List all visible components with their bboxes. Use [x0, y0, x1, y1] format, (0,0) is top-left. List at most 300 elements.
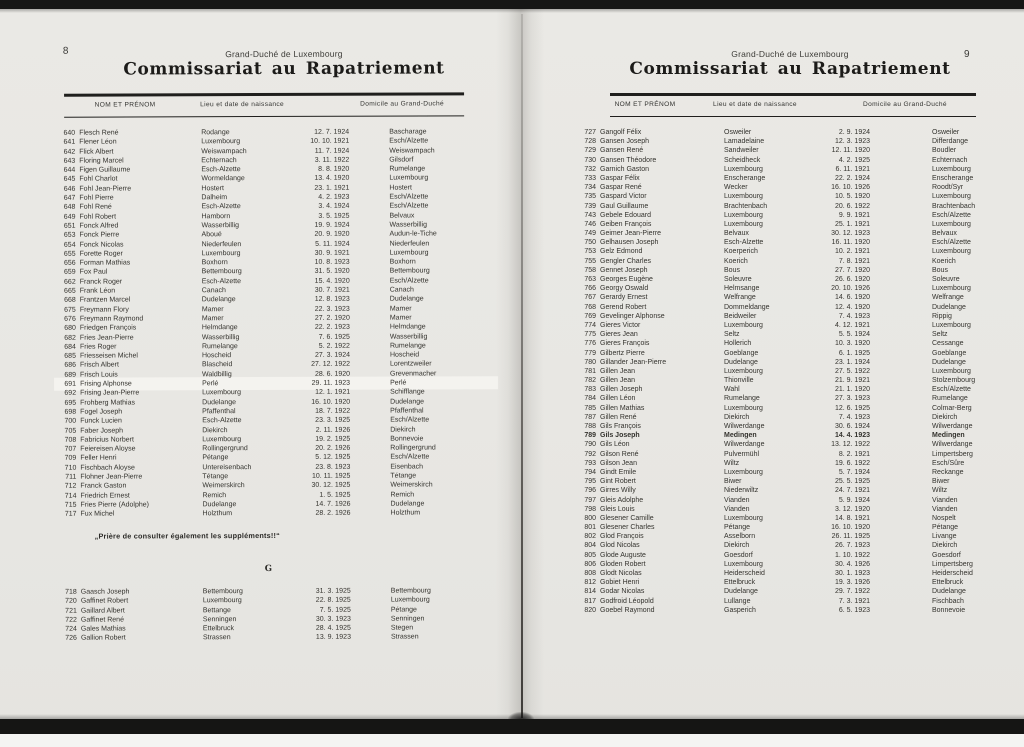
- table-row: [577, 330, 999, 339]
- row-birthdate: 14. 4. 1923: [834, 432, 870, 440]
- row-number: 647: [63, 194, 76, 202]
- row-birthplace: Esch-Alzette: [201, 277, 242, 285]
- row-domicile: Pétange: [932, 524, 959, 532]
- row-domicile: Reckange: [932, 468, 964, 476]
- header-rule-top: [610, 93, 976, 96]
- row-number: 749: [584, 230, 596, 238]
- row-birthplace: Heiderscheid: [724, 570, 765, 577]
- row-domicile: Echternach: [932, 156, 968, 164]
- row-birthdate: 14. 7. 1926: [315, 500, 351, 508]
- row-birthdate: 20. 2. 1926: [315, 444, 351, 452]
- row-birthplace: Dudelange: [201, 296, 236, 304]
- row-number: 793: [584, 459, 596, 467]
- row-number: 648: [63, 204, 76, 212]
- row-name: Fogel Joseph: [80, 408, 123, 416]
- row-name: Funck Lucien: [80, 417, 122, 425]
- table-row: [577, 532, 999, 541]
- row-domicile: Bettembourg: [390, 587, 431, 595]
- row-birthdate: 5. 11. 1924: [315, 240, 350, 248]
- row-domicile: Diekirch: [932, 542, 958, 550]
- row-birthplace: Waldbillig: [202, 370, 232, 378]
- table-row: [577, 183, 999, 192]
- row-birthplace: Luxembourg: [724, 560, 763, 568]
- row-birthdate: 28. 2. 1926: [315, 509, 351, 518]
- row-birthplace: Niederwiltz: [724, 487, 759, 495]
- column-header-name: NOM ET PRÉNOM: [94, 101, 156, 109]
- row-birthplace: Wiltz: [724, 459, 740, 467]
- row-domicile: Ettelbruck: [932, 579, 964, 587]
- row-birthdate: 3. 5. 1925: [318, 212, 350, 220]
- row-birthdate: 30. 4. 1926: [834, 560, 870, 568]
- row-name: Gebele Edouard: [600, 211, 651, 219]
- row-birthdate: 26. 7. 1923: [834, 542, 870, 550]
- row-birthdate: 13. 9. 1923: [315, 634, 351, 642]
- row-domicile: Dudelange: [390, 398, 425, 406]
- row-name: Fohl Pierre: [79, 194, 114, 202]
- row-birthplace: Pétange: [724, 524, 751, 532]
- row-birthdate: 27. 12. 1922: [311, 361, 351, 369]
- page-title: Commissariat au Rapatriement: [123, 58, 445, 80]
- row-birthdate: 4. 12. 1921: [834, 321, 870, 329]
- row-number: 769: [584, 312, 596, 320]
- row-birthdate: 12. 6. 1925: [834, 404, 870, 412]
- row-birthplace: Luxembourg: [724, 468, 763, 476]
- row-domicile: Canach: [389, 286, 414, 294]
- row-domicile: Esch/Alzette: [932, 239, 971, 247]
- row-birthplace: Weimerskirch: [202, 482, 245, 490]
- table-row: [577, 229, 999, 238]
- supplements-note: „Prière de consulter également les suppléments!!“: [94, 530, 281, 541]
- table-row: [577, 266, 999, 275]
- row-domicile: Luxembourg: [932, 285, 971, 293]
- row-domicile: Differdange: [932, 138, 969, 146]
- table-row: [577, 303, 999, 312]
- row-domicile: Cessange: [932, 340, 964, 348]
- row-name: Gillen Mathias: [600, 404, 645, 412]
- row-name: Flohner Jean-Pierre: [80, 473, 143, 481]
- row-number: 814: [584, 588, 596, 596]
- row-birthplace: Hoscheid: [201, 352, 232, 360]
- row-birthdate: 30. 12. 1923: [831, 230, 870, 238]
- row-name: Gansen René: [600, 147, 644, 155]
- row-domicile: Dudelange: [932, 358, 966, 366]
- row-number: 805: [584, 551, 596, 559]
- row-name: Gillen Joseph: [600, 386, 643, 394]
- table-g-section-continued: [577, 128, 999, 615]
- row-domicile: Eisenbach: [390, 463, 424, 471]
- row-number: 718: [65, 588, 77, 596]
- row-domicile: Holzthum: [390, 509, 421, 517]
- row-number: 645: [63, 176, 76, 184]
- row-name: Gelhausen Joseph: [600, 239, 659, 247]
- row-name: Friedgen François: [79, 324, 137, 332]
- row-number: 726: [65, 635, 77, 643]
- row-number: 739: [584, 202, 596, 210]
- row-birthplace: Bettembourg: [202, 588, 243, 596]
- row-birthplace: Esch-Alzette: [201, 203, 241, 211]
- row-domicile: Esch/Alzette: [389, 137, 429, 145]
- row-birthdate: 26. 11. 1925: [831, 533, 870, 541]
- page-kicker: Grand-Duché de Luxembourg: [225, 48, 343, 60]
- table-row: [57, 633, 497, 644]
- row-number: 800: [584, 514, 596, 522]
- row-number: 806: [584, 560, 596, 568]
- row-number: 709: [64, 455, 77, 463]
- row-birthplace: Helmdange: [201, 324, 238, 332]
- row-birthplace: Bettange: [202, 606, 231, 614]
- row-name: Flener Léon: [79, 138, 117, 146]
- row-birthdate: 16. 11. 1920: [831, 239, 870, 247]
- row-domicile: Goeblange: [932, 349, 967, 357]
- row-number: 675: [64, 306, 76, 314]
- row-name: Friedrich Ernest: [80, 492, 130, 500]
- row-birthdate: 15. 4. 1920: [314, 277, 350, 285]
- table-row: [577, 587, 999, 596]
- table-g-section: [57, 586, 497, 643]
- row-birthplace: Luxembourg: [724, 514, 763, 522]
- row-birthdate: 27. 2. 1920: [314, 314, 350, 322]
- row-domicile: Luxembourg: [389, 174, 429, 183]
- row-name: Feiereisen Aloyse: [80, 445, 136, 453]
- row-name: Frising Alphonse: [80, 380, 132, 388]
- row-birthplace: Goeblange: [724, 349, 759, 357]
- row-birthplace: Wahl: [724, 386, 740, 394]
- row-birthdate: 23. 3. 1925: [315, 416, 351, 425]
- row-birthdate: 12. 1. 1921: [315, 389, 351, 397]
- row-name: Floring Marcel: [79, 157, 124, 165]
- row-birthdate: 20. 9. 1920: [314, 230, 350, 239]
- row-name: Franck Roger: [79, 278, 123, 286]
- row-number: 788: [584, 423, 596, 430]
- row-birthplace: Vianden: [724, 496, 750, 504]
- row-number: 685: [64, 352, 76, 360]
- row-birthdate: 23. 1. 1924: [834, 358, 870, 366]
- row-number: 774: [584, 321, 596, 329]
- row-domicile: Weimerskirch: [390, 481, 433, 489]
- row-name: Frantzen Marcel: [79, 296, 131, 305]
- row-name: Gelz Edmond: [600, 248, 643, 256]
- row-number: 724: [65, 625, 77, 633]
- row-name: Gaffinet Robert: [80, 597, 129, 605]
- row-birthplace: Biwer: [724, 478, 742, 486]
- table-row: [577, 202, 999, 211]
- row-name: Fries Roger: [79, 343, 117, 351]
- row-number: 767: [584, 294, 596, 302]
- table-row: [577, 450, 999, 459]
- row-name: Gint Robert: [600, 478, 636, 486]
- row-name: Gindt Emile: [600, 468, 637, 476]
- row-name: Gloden Robert: [600, 560, 646, 568]
- row-number: 720: [65, 597, 77, 606]
- row-birthdate: 19. 2. 1925: [315, 435, 351, 443]
- row-domicile: Rumelange: [389, 342, 426, 350]
- header-rule-bottom: [64, 115, 464, 118]
- table-row: [577, 413, 999, 422]
- table-row: [577, 349, 999, 358]
- row-name: Gaillard Albert: [80, 607, 125, 615]
- header-rule-bottom: [610, 116, 976, 117]
- row-birthplace: Remich: [202, 491, 227, 499]
- row-birthdate: 22. 8. 1925: [315, 597, 351, 605]
- row-domicile: Koerich: [932, 257, 956, 265]
- row-domicile: Wilwerdange: [932, 441, 973, 449]
- row-name: Gales Mathias: [80, 625, 126, 633]
- table-row: [577, 174, 999, 183]
- row-number: 750: [584, 239, 596, 247]
- row-number: 641: [63, 138, 76, 147]
- row-birthdate: 5. 12. 1925: [315, 454, 351, 462]
- row-birthplace: Tétange: [202, 473, 229, 481]
- row-name: Georges Eugène: [600, 276, 653, 283]
- row-number: 640: [63, 129, 76, 137]
- row-domicile: Luxembourg: [932, 165, 971, 173]
- page-number: 8: [62, 45, 69, 57]
- row-birthdate: 22. 3. 1923: [314, 305, 350, 313]
- row-number: 708: [64, 436, 77, 444]
- row-domicile: Welfrange: [932, 294, 964, 302]
- row-name: Gillen Jean: [600, 377, 636, 385]
- table-row: [577, 404, 999, 413]
- row-domicile: Colmar-Berg: [932, 404, 972, 412]
- table-row: [577, 247, 999, 256]
- row-birthdate: 10. 10. 1921: [310, 138, 350, 146]
- row-birthdate: 30. 1. 1923: [834, 570, 870, 577]
- row-birthdate: 19. 9. 1924: [314, 221, 350, 229]
- row-domicile: Limpertsberg: [932, 450, 973, 458]
- table-row: [577, 431, 999, 440]
- table-row: [577, 459, 999, 468]
- page-title: Commissariat au Rapatriement: [629, 59, 951, 79]
- table-row: [577, 468, 999, 477]
- row-domicile: Wasserbillig: [389, 332, 428, 341]
- row-number: 787: [584, 413, 596, 421]
- row-name: Friesseisen Michel: [79, 352, 138, 360]
- row-birthplace: Dommeldange: [724, 303, 770, 311]
- row-number: 643: [63, 157, 76, 165]
- row-name: Gieres Jean: [600, 331, 638, 339]
- row-birthdate: 30. 12. 1925: [311, 482, 351, 490]
- row-birthplace: Bous: [724, 266, 740, 274]
- row-domicile: Luxembourg: [932, 193, 971, 201]
- row-number: 689: [64, 371, 77, 379]
- row-name: Georgy Oswald: [600, 285, 649, 293]
- table-row: [577, 220, 999, 229]
- row-number: 654: [63, 241, 76, 249]
- row-name: Gaspar Félix: [600, 174, 640, 182]
- row-birthdate: 19. 6. 1922: [834, 459, 870, 467]
- row-domicile: Heiderscheid: [932, 570, 973, 577]
- row-number: 646: [63, 185, 76, 193]
- table-row: [577, 551, 999, 560]
- row-name: Gaspar René: [600, 184, 642, 192]
- row-name: Glesener Camille: [600, 514, 654, 522]
- row-birthplace: Luxembourg: [201, 138, 241, 146]
- page-number: 9: [964, 49, 970, 60]
- column-header-domicile: Domicile au Grand-Duché: [863, 101, 947, 108]
- row-number: 722: [65, 616, 77, 624]
- row-number: 700: [64, 417, 77, 425]
- row-number: 698: [64, 408, 77, 416]
- row-birthplace: Strassen: [202, 634, 231, 642]
- row-domicile: Wasserbillig: [389, 221, 428, 229]
- row-birthdate: 2. 9. 1924: [838, 129, 870, 136]
- row-birthdate: 9. 9. 1921: [838, 211, 870, 219]
- row-domicile: Rollingergrund: [390, 444, 436, 452]
- row-number: 775: [584, 331, 596, 339]
- row-number: 662: [64, 278, 76, 286]
- row-name: Gleis Louis: [600, 505, 635, 513]
- row-number: 808: [584, 570, 596, 577]
- row-name: Fohl Jean-Pierre: [79, 185, 132, 193]
- row-number: 732: [584, 165, 596, 173]
- row-name: Forman Mathias: [79, 259, 131, 267]
- row-birthdate: 3. 12. 1920: [834, 505, 870, 513]
- row-birthplace: Scheidheck: [724, 156, 761, 164]
- table-row: [577, 321, 999, 330]
- row-birthplace: Vianden: [724, 505, 750, 513]
- table-row: [577, 312, 999, 321]
- row-birthplace: Soleuvre: [724, 276, 752, 283]
- row-domicile: Strassen: [390, 633, 419, 642]
- row-domicile: Esch/Alzette: [389, 193, 429, 201]
- row-domicile: Pétange: [390, 606, 417, 614]
- row-name: Glesener Charles: [600, 524, 655, 532]
- row-birthplace: Hollerich: [724, 340, 752, 348]
- row-domicile: Enscherange: [932, 174, 974, 182]
- row-birthdate: 24. 7. 1921: [834, 487, 870, 495]
- row-name: Fonck Pierre: [79, 231, 120, 239]
- row-domicile: Vianden: [932, 505, 958, 513]
- row-birthplace: Dudelange: [724, 358, 758, 366]
- row-number: 820: [584, 606, 596, 614]
- row-domicile: Esch/Alzette: [390, 416, 430, 424]
- row-birthplace: Wasserbillig: [201, 333, 240, 341]
- row-number: 707: [64, 445, 77, 453]
- row-birthdate: 28. 6. 1920: [314, 370, 351, 378]
- row-birthplace: Luxembourg: [724, 404, 763, 412]
- row-name: Glod François: [600, 533, 644, 541]
- row-birthdate: 30. 9. 1921: [314, 249, 350, 257]
- row-birthplace: Senningen: [202, 616, 237, 624]
- row-birthdate: 29. 7. 1922: [834, 588, 870, 596]
- row-domicile: Soleuvre: [932, 276, 960, 283]
- row-birthdate: 27. 3. 1923: [834, 395, 870, 403]
- row-birthplace: Pfaffenthal: [202, 408, 236, 416]
- row-birthdate: 13. 4. 1920: [314, 175, 350, 183]
- row-name: Gansen Théodore: [600, 156, 657, 164]
- scan-edge-top: [0, 0, 1024, 9]
- row-number: 727: [584, 129, 596, 136]
- table-row: [577, 156, 999, 165]
- row-birthplace: Diekirch: [202, 426, 228, 434]
- row-domicile: Tétange: [390, 472, 417, 480]
- book-gutter-line: [521, 14, 523, 718]
- row-domicile: Remich: [390, 491, 415, 499]
- row-domicile: Bettembourg: [389, 267, 430, 276]
- row-name: Freymann Raymond: [79, 315, 144, 323]
- row-number: 795: [584, 478, 596, 486]
- row-domicile: Audun-le-Tiche: [389, 230, 437, 238]
- row-number: 797: [584, 496, 596, 504]
- row-birthdate: 30. 7. 1921: [314, 286, 350, 294]
- row-birthdate: 3. 4. 1924: [318, 203, 350, 211]
- row-birthplace: Ettelbruck: [724, 579, 756, 587]
- row-name: Frising Jean-Pierre: [80, 389, 140, 397]
- row-birthdate: 10. 8. 1923: [314, 258, 350, 267]
- row-name: Frisch Albert: [79, 361, 119, 370]
- row-birthplace: Pulvermühl: [724, 450, 760, 458]
- table-row: [577, 137, 999, 146]
- row-domicile: Diekirch: [390, 425, 416, 434]
- row-name: Gieres François: [600, 340, 650, 348]
- row-domicile: Dudelange: [389, 295, 424, 303]
- row-birthdate: 20. 10. 1926: [831, 285, 870, 293]
- row-birthplace: Belvaux: [724, 230, 749, 238]
- table-row: [577, 128, 999, 137]
- row-name: Gillen Léon: [600, 395, 636, 403]
- row-number: 796: [584, 487, 596, 495]
- row-name: Gieres Victor: [600, 321, 641, 329]
- row-name: Fohl Robert: [79, 213, 117, 221]
- row-birthdate: 27. 3. 1924: [314, 351, 350, 359]
- row-number: 717: [64, 510, 77, 518]
- row-domicile: Dudelange: [932, 588, 966, 596]
- row-number: 802: [584, 533, 596, 541]
- row-birthdate: 28. 4. 1925: [315, 624, 351, 633]
- row-birthplace: Helmsange: [724, 285, 760, 293]
- row-birthdate: 8. 2. 1921: [838, 450, 870, 458]
- row-birthdate: 20. 6. 1922: [834, 202, 870, 210]
- row-number: 655: [63, 250, 76, 258]
- row-birthplace: Koerich: [724, 257, 748, 265]
- row-name: Gaspard Victor: [600, 193, 647, 201]
- page-left: [37, 8, 505, 720]
- table-row: [577, 597, 999, 606]
- row-domicile: Dudelange: [932, 303, 966, 311]
- row-name: Garnich Gaston: [600, 165, 650, 173]
- row-domicile: Biwer: [932, 478, 950, 486]
- row-birthdate: 16. 10. 1926: [831, 184, 870, 192]
- table-row: [577, 440, 999, 449]
- row-birthdate: 6. 11. 1921: [835, 165, 870, 173]
- table-row: [577, 146, 999, 155]
- row-number: 695: [64, 399, 77, 407]
- row-domicile: Rumelange: [932, 395, 968, 403]
- row-birthplace: Mamer: [201, 305, 224, 313]
- row-birthdate: 18. 7. 1922: [315, 407, 351, 415]
- row-birthdate: 10. 3. 1920: [834, 340, 870, 348]
- row-domicile: Livange: [932, 533, 957, 541]
- row-name: Gallion Robert: [80, 634, 126, 643]
- table-row: [577, 358, 999, 367]
- row-number: 785: [584, 404, 596, 412]
- row-domicile: Luxembourg: [390, 596, 430, 604]
- row-name: Girres Willy: [600, 487, 636, 495]
- row-name: Geiben François: [600, 220, 652, 228]
- row-domicile: Luxembourg: [932, 321, 971, 329]
- row-birthplace: Perlé: [202, 380, 219, 388]
- row-birthplace: Ettelbruck: [202, 625, 235, 633]
- table-row: [57, 508, 497, 519]
- row-name: Glodt Nicolas: [600, 570, 642, 577]
- row-name: Gilson Jean: [600, 459, 637, 467]
- row-domicile: Osweiler: [932, 129, 960, 136]
- section-letter-g: G: [264, 563, 272, 575]
- row-birthplace: Sandweiler: [724, 147, 759, 155]
- row-domicile: Seltz: [932, 331, 948, 339]
- row-name: Gengler Charles: [600, 257, 651, 265]
- row-birthplace: Beidweiler: [724, 312, 757, 320]
